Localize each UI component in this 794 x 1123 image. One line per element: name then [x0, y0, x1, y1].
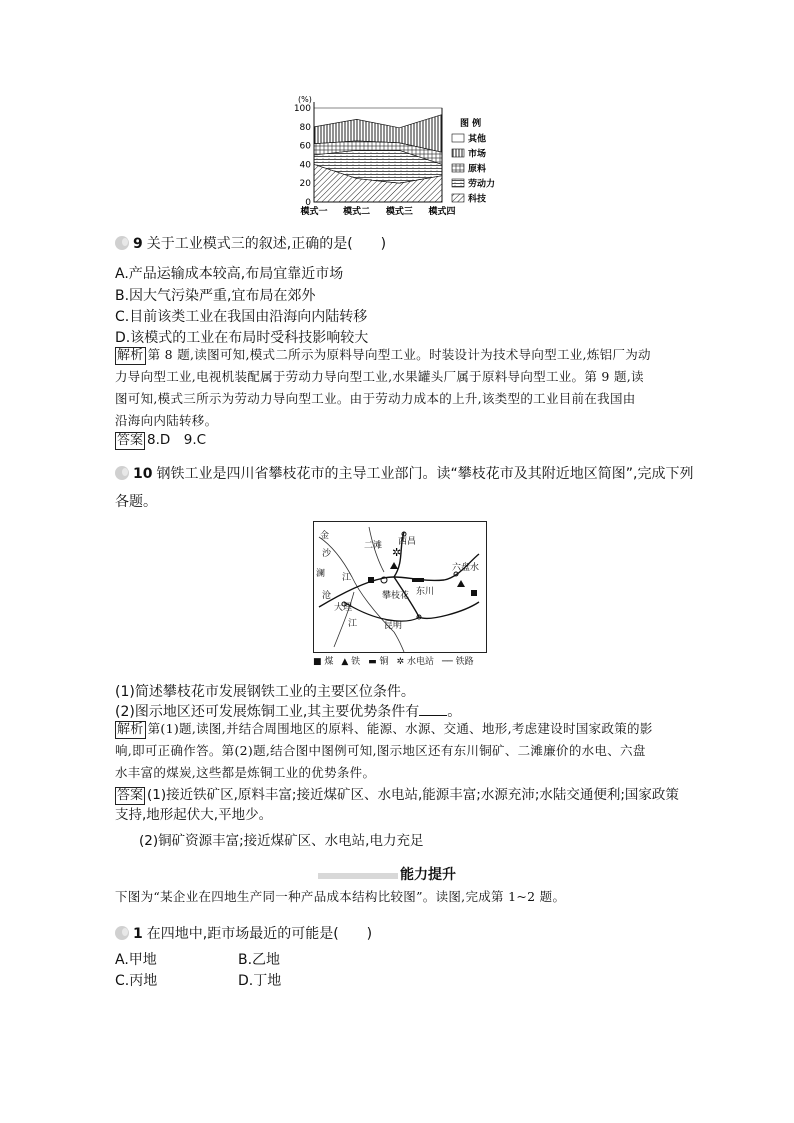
legend-label: 市场 [468, 149, 487, 160]
q1-option-d[interactable]: D.丁地 [238, 973, 282, 989]
question-1-stem [115, 924, 372, 944]
explanation-line: 第(1)题,读图,并结合周围地区的原料、能源、水源、交通、地形,考虑建设时国家政策的影 [147, 721, 653, 736]
question-bullet-icon [115, 926, 129, 940]
map-label: 昆明 [384, 621, 403, 631]
legend-copper: ▬ 铜 [368, 657, 389, 667]
intro-text: 下图为“某企业在四地生产同一种产品成本结构比较图”。读图,完成第 1~2 题。 [115, 889, 566, 904]
legend-iron: ▲ 铁 [341, 657, 361, 667]
explanation-tag: 解析 [117, 348, 144, 363]
sub2-text: (2)图示地区还可发展炼铜工业,其主要优势条件有 [115, 704, 420, 720]
legend-swatch [452, 134, 464, 142]
explanation-line: 沿海向内陆转移。 [115, 413, 218, 428]
question-bullet-icon [115, 466, 129, 480]
map-legend [313, 654, 493, 667]
y-tick-label: 0 [305, 198, 311, 208]
legend-hydropower: ✲ 水电站 [396, 657, 434, 667]
map-label: 大理 [334, 603, 353, 613]
legend-label: 原料 [468, 164, 487, 175]
question-number: 10 [133, 466, 153, 482]
question-bullet-icon [115, 236, 129, 250]
sub2-end: 。 [447, 704, 462, 720]
x-tick-label: 模式四 [428, 207, 456, 217]
answer-line: (1)接近铁矿区,原料丰富;接近煤矿区、水电站,能源丰富;水源充沛;水陆交通便利;国家政策 [147, 787, 679, 803]
answer-line: 支持,地形起伏大,平地少。 [115, 807, 273, 823]
q1-option-b[interactable]: B.乙地 [238, 952, 281, 968]
panzhihua-map [313, 521, 487, 653]
explanation-line: 响,即可正确作答。第(2)题,结合图中图例可知,图示地区还有东川铜矿、二滩廉价的水电、六盘 [115, 743, 646, 758]
question-10-stem [115, 464, 693, 484]
y-tick-label: 100 [293, 104, 311, 114]
q9-answer [115, 430, 206, 450]
legend-swatch [452, 149, 464, 157]
q10-answer [115, 785, 695, 851]
y-tick-label: 60 [299, 141, 311, 152]
legend-swatch [452, 164, 464, 172]
y-tick-label: 20 [299, 179, 311, 190]
answer-tag: 答案 [117, 788, 144, 803]
map-label: 二滩 [364, 541, 383, 551]
map-label: 江 [342, 573, 352, 583]
legend-label: 劳动力 [468, 179, 496, 190]
question-text: 钢铁工业是四川省攀枝花市的主导工业部门。读“攀枝花市及其附近地区简图”,完成下列 [156, 466, 694, 482]
chart-layers [314, 108, 442, 202]
q9-option-a[interactable]: A.产品运输成本较高,布局宜靠近市场 [115, 266, 344, 282]
y-tick-label: 40 [299, 160, 311, 171]
map-label: 西昌 [398, 537, 417, 547]
legend-swatch [452, 194, 464, 202]
y-tick-label: 80 [299, 122, 311, 133]
map-label: 六盘水 [452, 563, 480, 573]
section-title: 能力提升 [400, 867, 456, 883]
q10-sub1: (1)简述攀枝花市发展钢铁工业的主要区位条件。 [115, 684, 415, 700]
question-text: 在四地中,距市场最近的可能是( ) [146, 926, 373, 942]
x-tick-label: 模式三 [385, 207, 413, 217]
q1-option-c[interactable]: C.丙地 [115, 973, 158, 989]
question-number: 9 [133, 236, 143, 252]
q9-option-c[interactable]: C.目前该类工业在我国由沿海向内陆转移 [115, 309, 368, 325]
explanation-line: 水丰富的煤炭,这些都是炼铜工业的优势条件。 [115, 765, 376, 780]
x-tick-label: 模式一 [300, 207, 328, 217]
legend-swatch [452, 179, 464, 187]
answer-tag: 答案 [117, 433, 144, 448]
legend-title: 图 例 [460, 119, 482, 129]
q1-option-a[interactable]: A.甲地 [115, 952, 157, 968]
question-text-cont: 各题。 [115, 494, 157, 510]
svg-text:✲: ✲ [392, 546, 402, 559]
question-number: 1 [133, 926, 143, 942]
map-label: 江 [348, 619, 358, 629]
question-text: 关于工业模式三的叙述,正确的是( ) [146, 236, 387, 252]
q9-explanation [115, 344, 685, 432]
legend-coal: ■ 煤 [313, 657, 334, 667]
answer-blank[interactable] [419, 703, 447, 716]
map-label: 沧 [322, 591, 332, 601]
q9-option-b[interactable]: B.因大气污染严重,宜布局在郊外 [115, 288, 316, 304]
cost-structure-chart [290, 92, 520, 222]
answer-line: (2)铜矿资源丰富;接近煤矿区、水电站,电力充足 [139, 833, 424, 849]
explanation-tag: 解析 [117, 722, 144, 737]
question-9-stem [115, 234, 386, 254]
legend-railway: ── 铁路 [441, 657, 474, 667]
explanation-line: 力导向型工业,电视机装配属于劳动力导向型工业,水果罐头厂属于原料导向型工业。第 9 题,读 [115, 369, 644, 384]
map-label: 沙 [322, 549, 332, 559]
explanation-line: 图可知,模式三所示为劳动力导向型工业。由于劳动力成本的上升,该类型的工业目前在我国由 [115, 391, 636, 406]
map-label: 澜 [316, 569, 326, 579]
legend-label: 其他 [468, 134, 487, 145]
q10-explanation [115, 718, 685, 784]
legend-label: 科技 [468, 194, 487, 205]
chart-legend [452, 117, 495, 205]
q9-option-d[interactable]: D.该模式的工业在布局时受科技影响较大 [115, 330, 369, 346]
map-label: 金 [320, 531, 330, 541]
y-axis-label: (%) [298, 95, 312, 104]
answer-text: 8.D 9.C [147, 432, 207, 448]
map-label: 攀枝花 [382, 591, 410, 601]
section-bar [318, 873, 398, 879]
x-tick-label: 模式二 [343, 207, 371, 217]
explanation-line: 第 8 题,读图可知,模式二所示为原料导向型工业。时装设计为技术导向型工业,炼铝厂为动 [147, 347, 651, 362]
map-label: 东川 [416, 587, 435, 597]
